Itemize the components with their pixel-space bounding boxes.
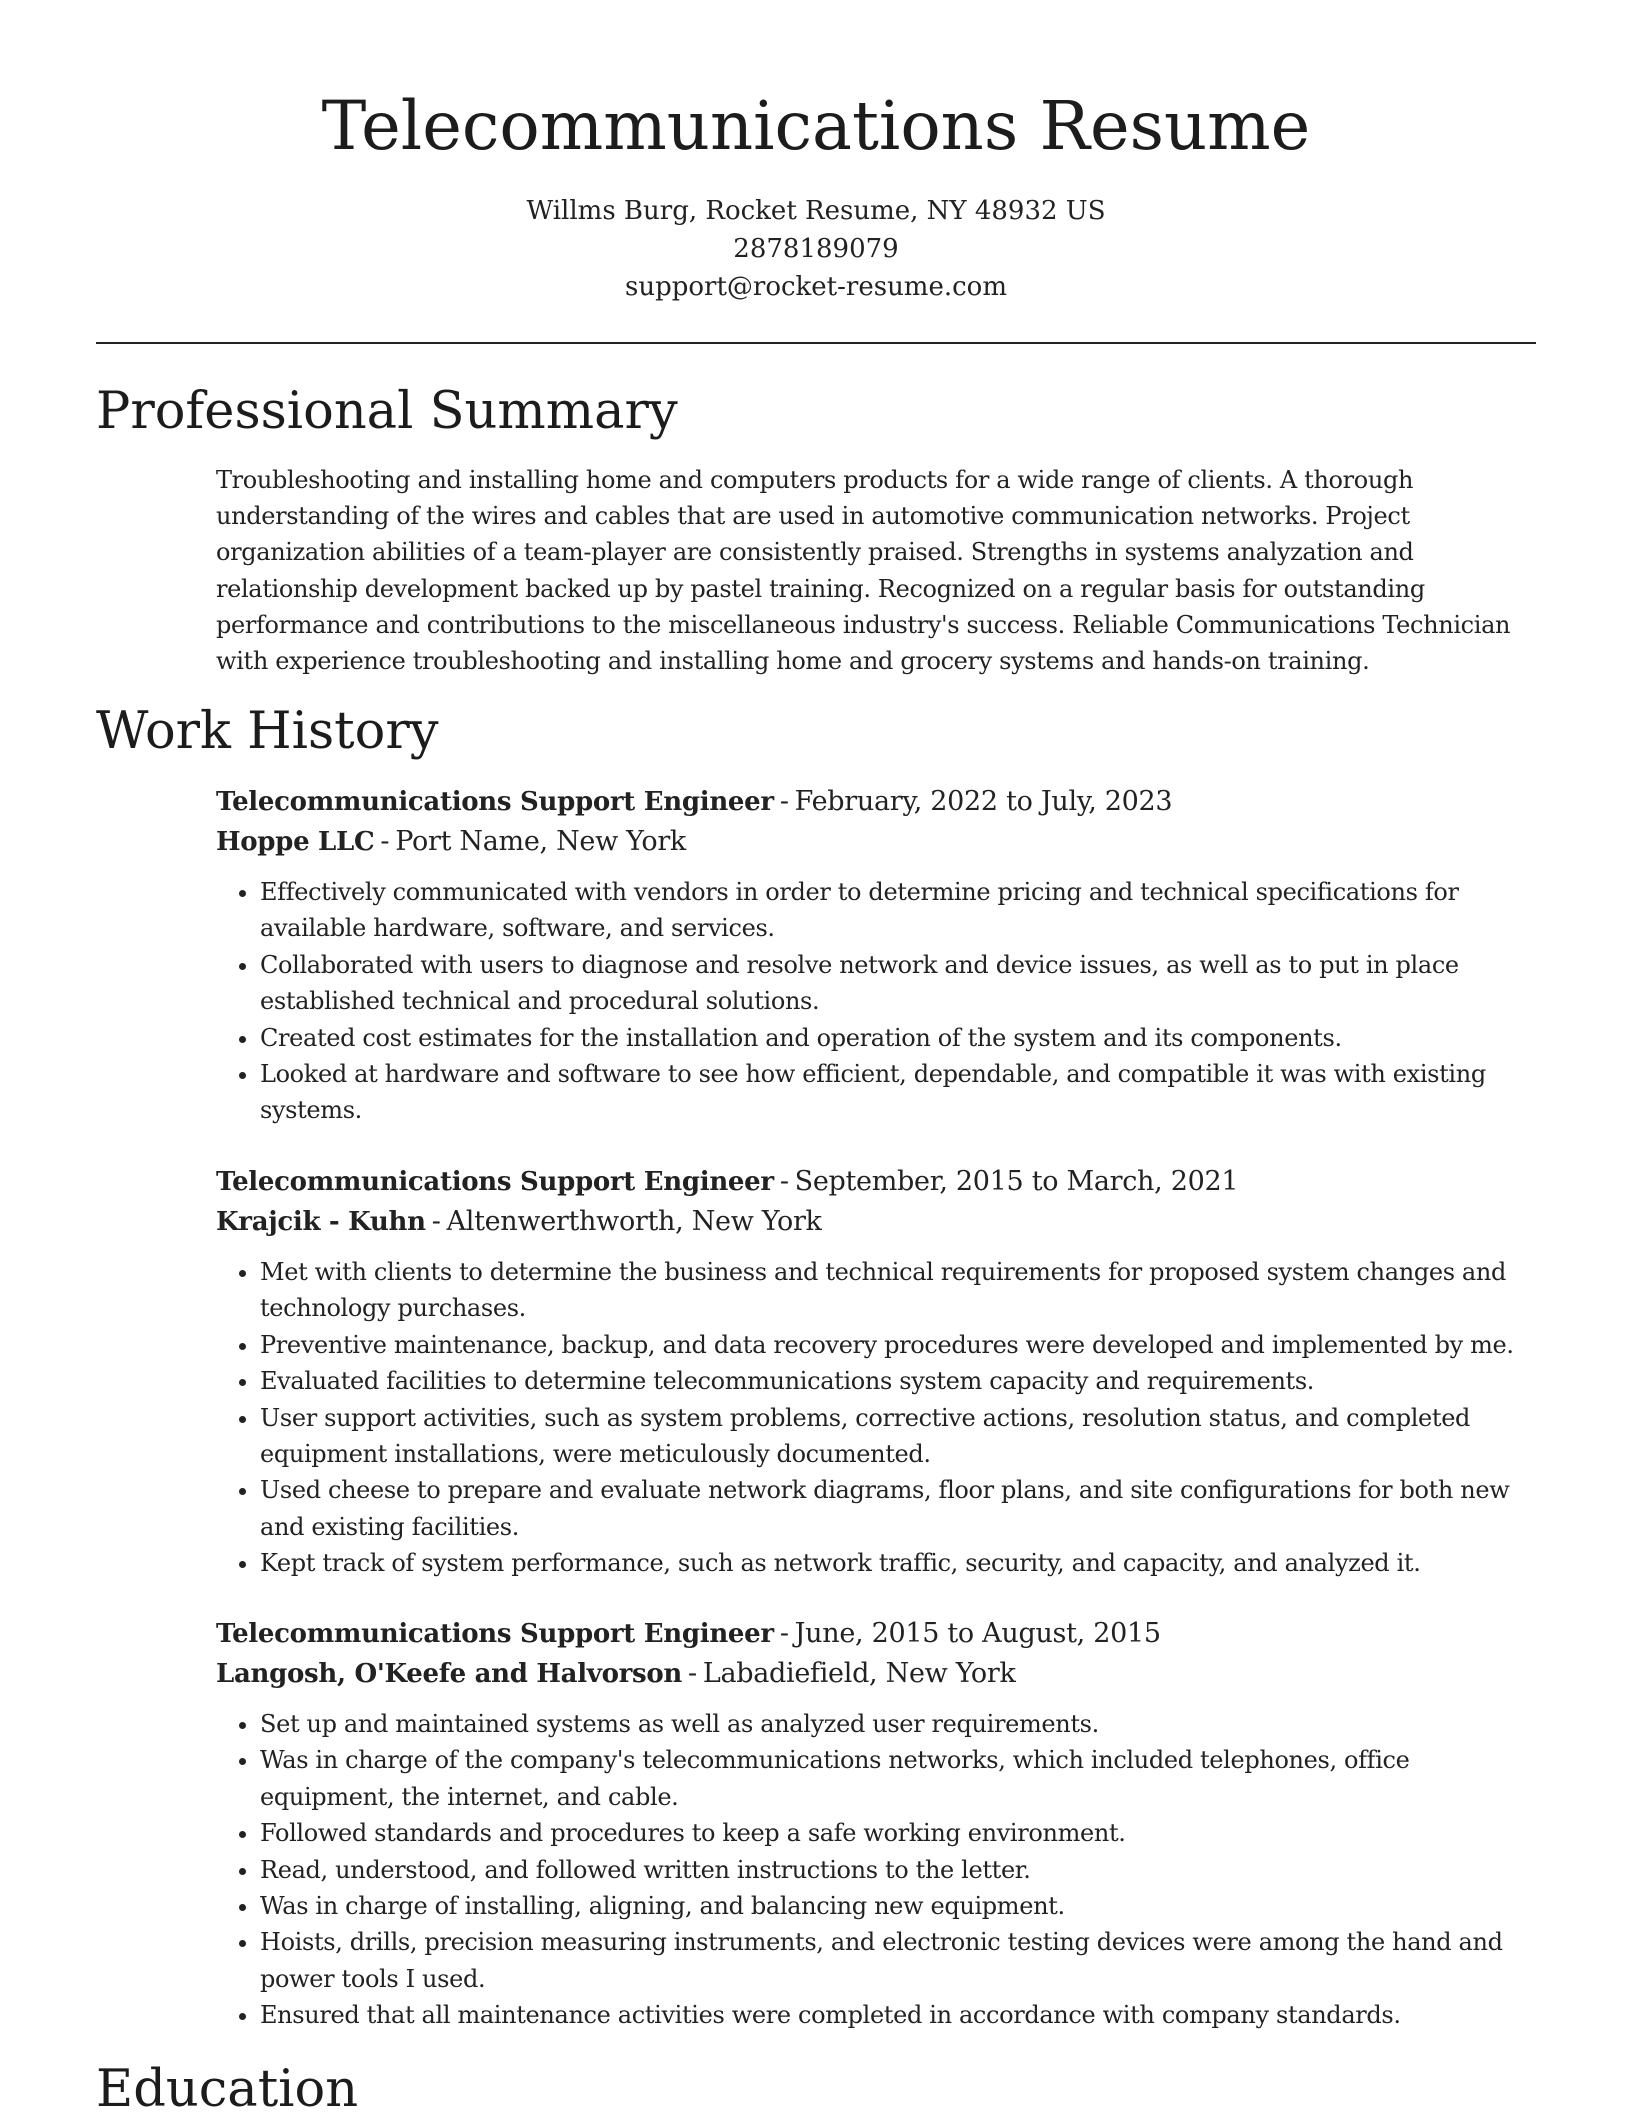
job-company: Krajcik - Kuhn [216,1207,426,1237]
contact-email: support@rocket-resume.com [624,272,1007,302]
job-bullet: • Created cost estimates for the installation and operation of the system and its components. [260,1020,1536,1056]
job-bullet: • Was in charge of the company's telecommunications networks, which included telephones, office equipment, the internet, and cable. [260,1742,1536,1815]
job-title-line [216,1614,1536,1654]
contact-phone: 2878189079 [733,234,899,264]
header-divider [96,342,1536,344]
job-bullets [216,1706,1536,2034]
job-bullet: • Set up and maintained systems as well as analyzed user requirements. [260,1706,1536,1742]
job-title: Telecommunications Support Engineer [216,1167,774,1197]
job-separator: - [779,786,789,817]
contact-address: Willms Burg, Rocket Resume, NY 48932 US [526,196,1106,226]
job-location: Labadiefield, New York [702,1658,1016,1689]
job-entry [216,1614,1536,2034]
job-bullets [216,1254,1536,1582]
job-location: Port Name, New York [395,826,686,857]
contact-block [0,192,1632,306]
job-title-line [216,1162,1536,1202]
summary-heading: Professional Summary [96,382,678,441]
job-separator: - [380,826,390,857]
job-bullet: • Followed standards and procedures to keep a safe working environment. [260,1815,1536,1851]
job-company: Langosh, O'Keefe and Halvorson [216,1659,682,1689]
job-bullet: • Was in charge of installing, aligning, and balancing new equipment. [260,1888,1536,1924]
resume-title: Telecommunications Resume [321,87,1311,165]
job-bullet: • Kept track of system performance, such as network traffic, security, and capacity, and analyzed it. [260,1545,1536,1581]
job-entry [216,782,1536,1129]
job-bullet: • Collaborated with users to diagnose and resolve network and device issues, as well as to put in place established technical and procedural solutions. [260,947,1536,1020]
job-bullet: • Ensured that all maintenance activities were completed in accordance with company standards. [260,1997,1536,2033]
job-dates: September, 2015 to March, 2021 [794,1166,1239,1197]
job-company: Hoppe LLC [216,827,375,857]
job-bullet: • User support activities, such as system problems, corrective actions, resolution status, and completed equipment installations, were meticulously documented. [260,1400,1536,1473]
job-entry [216,1162,1536,1582]
job-company-line [216,822,1536,862]
job-separator: - [688,1658,697,1689]
job-bullet: • Hoists, drills, precision measuring instruments, and electronic testing devices were among the hand and power tools I used. [260,1924,1536,1997]
job-bullet: • Used cheese to prepare and evaluate network diagrams, floor plans, and site configurations for both new and existing facilities. [260,1472,1536,1545]
job-dates: June, 2015 to August, 2015 [794,1618,1161,1649]
education-heading: Education [96,2060,359,2112]
job-bullet: • Effectively communicated with vendors in order to determine pricing and technical specifications for available hardware, software, and services. [260,874,1536,947]
job-separator: - [779,1618,789,1649]
job-separator: - [431,1206,441,1237]
job-title: Telecommunications Support Engineer [216,1619,774,1649]
work-history-heading: Work History [96,702,439,761]
job-title: Telecommunications Support Engineer [216,787,774,817]
job-location: Altenwerthworth, New York [446,1206,822,1237]
job-dates: February, 2022 to July, 2023 [794,786,1173,817]
job-bullet: • Read, understood, and followed written instructions to the letter. [260,1852,1536,1888]
resume-header [0,0,1632,306]
job-bullet: • Met with clients to determine the business and technical requirements for proposed system changes and technology purchases. [260,1254,1536,1327]
job-bullets [216,874,1536,1129]
job-bullet: • Evaluated facilities to determine telecommunications system capacity and requirements. [260,1363,1536,1399]
summary-text: Troubleshooting and installing home and computers products for a wide range of clients. A thorough understanding of the wires and cables that are used in automotive communication networks. Project organization abilities of a team-player are consistently praised. Strengths in systems analyzation and relationship development backed up by pastel training. Recognized on a regular basis for outstanding performance and contributions to the miscellaneous industry's success. Reliable Communications Technician with experience troubleshooting and installing home and grocery systems and hands-on training. [216,466,1511,676]
job-bullet: • Looked at hardware and software to see how efficient, dependable, and compatible it was with existing systems. [260,1056,1536,1129]
job-title-line [216,782,1536,822]
job-company-line [216,1654,1536,1694]
job-separator: - [779,1166,789,1197]
job-bullet: • Preventive maintenance, backup, and data recovery procedures were developed and implemented by me. [260,1327,1536,1363]
job-company-line [216,1202,1536,1242]
